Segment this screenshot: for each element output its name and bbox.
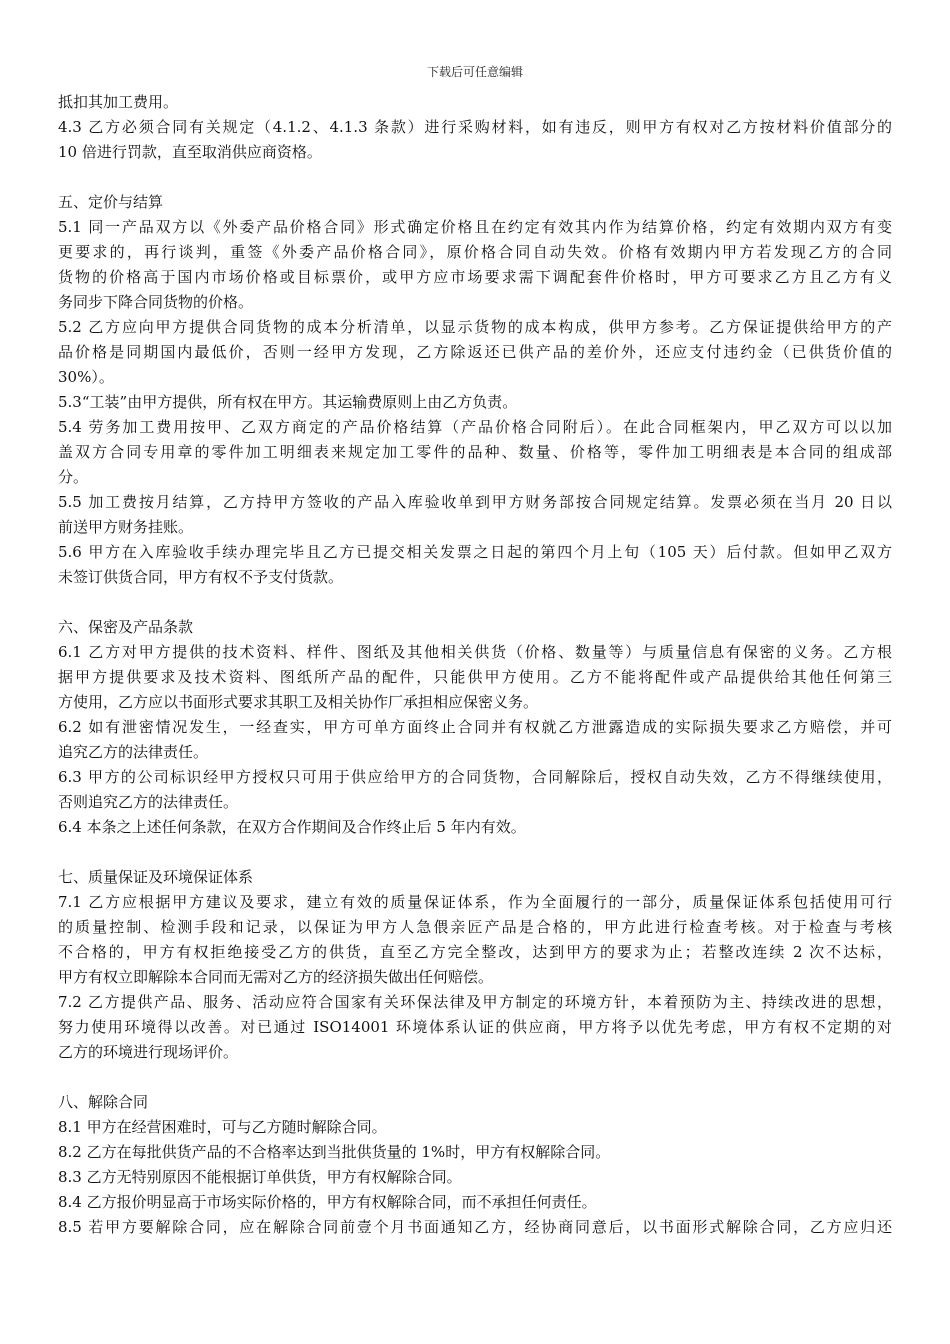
text-line: 30%）。 [58, 368, 114, 386]
text-line: 4.3 乙方必须合同有关规定（4.1.2、4.1.3 条款）进行采购材料，如有违反，则甲方有权对乙方按材料价值部分的 [58, 118, 892, 136]
text-line: 6.1 乙方对甲方提供的技术资料、样件、图纸及其他相关供货（价格、数量等）与质量信息有保密的义务。乙方根 [58, 643, 892, 661]
text-line: 更要求的，再行谈判，重签《外委产品价格合同》，原价格合同自动失效。价格有效期内甲方若发现乙方的合同 [58, 243, 892, 261]
text-line: 品价格是同期国内最低价，否则一经甲方发现，乙方除返还已供产品的差价外，还应支付违约金（已供货价值的 [58, 343, 892, 361]
text-line: 货物的价格高于国内市场价格或目标票价，或甲方应市场要求需下调配套件价格时，甲方可要求乙方且乙方有义 [58, 268, 892, 286]
text-line: 的质量控制、检测手段和记录，以保证为甲方人急偎亲匠产品是合格的，甲方此进行检查考核。对于检查与考核 [58, 918, 892, 936]
text-line: 分。 [58, 468, 89, 486]
text-line: 5.1 同一产品双方以《外委产品价格合同》形式确定价格且在约定有效其内作为结算价格，约定有效期内双方有变 [58, 218, 892, 236]
text-line: 努力使用环境得以改善。对已通过 ISO14001 环境体系认证的供应商，甲方将予以优先考虑，甲方有权不定期的对 [58, 1018, 892, 1036]
text-line: 未签订供货合同，甲方有权不予支付货款。 [58, 568, 344, 586]
page-header: 下载后可任意编辑 [426, 65, 523, 79]
text-line: 不合格的，甲方有权拒绝接受乙方的供货，直至乙方完全整改，达到甲方的要求为止；若整改连续 2 次不达标， [58, 943, 892, 961]
blank-line [58, 165, 892, 190]
blank-line [58, 590, 892, 615]
text-line: 7.2 乙方提供产品、服务、活动应符合国家有关环保法律及甲方制定的环境方针，本着预防为主、持续改进的思想， [58, 993, 892, 1011]
text-line: 甲方有权立即解除本合同而无需对乙方的经济损失做出任何赔偿。 [58, 968, 494, 986]
text-line: 方使用，乙方应以书面形式要求其职工及相关协作厂承担相应保密义务。 [58, 693, 539, 711]
text-line: 6.2 如有泄密情况发生，一经查实，甲方可单方面终止合同并有权就乙方泄露造成的实际损失要求乙方赔偿，并可 [58, 718, 892, 736]
text-line: 8.3 乙方无特别原因不能根据订单供货，甲方有权解除合同。 [58, 1168, 462, 1186]
text-line: 乙方的环境进行现场评价。 [58, 1043, 239, 1061]
text-line: 5.5 加工费按月结算，乙方持甲方签收的产品入库验收单到甲方财务部按合同规定结算。发票必须在当月 20 日以 [58, 493, 892, 511]
text-line: 五、定价与结算 [58, 193, 164, 211]
text-line: 盖双方合同专用章的零件加工明细表来规定加工零件的品种、数量、价格等，零件加工明细表是本合同的组成部 [58, 443, 892, 461]
text-line: 5.4 劳务加工费用按甲、乙双方商定的产品价格结算（产品价格合同附后）。在此合同框架内，甲乙双方可以以加 [58, 418, 892, 436]
document-body [58, 90, 892, 1240]
text-line: 六、保密及产品条款 [58, 618, 194, 636]
text-line: 前送甲方财务挂账。 [58, 518, 194, 536]
text-line: 抵扣其加工费用。 [58, 93, 179, 111]
blank-line [58, 1065, 892, 1090]
text-line: 8.1 甲方在经营困难时，可与乙方随时解除合同。 [58, 1118, 387, 1136]
text-line: 7.1 乙方应根据甲方建议及要求，建立有效的质量保证体系，作为全面履行的一部分，质量保证体系包括使用可行 [58, 893, 892, 911]
text-line: 据甲方提供要求及技术资料、图纸所产品的配件，只能供甲方使用。乙方不能将配件或产品提供给其他任何第三 [58, 668, 892, 686]
text-line: 七、质量保证及环境保证体系 [58, 868, 254, 886]
text-line: 八、解除合同 [58, 1093, 149, 1111]
text-line: 8.5 若甲方要解除合同，应在解除合同前壹个月书面通知乙方，经协商同意后，以书面形式解除合同，乙方应归还 [58, 1218, 892, 1236]
text-line: 6.4 本条之上述任何条款，在双方合作期间及合作终止后 5 年内有效。 [58, 818, 526, 836]
text-line: 否则追究乙方的法律责任。 [58, 793, 239, 811]
text-line: 8.2 乙方在每批供货产品的不合格率达到当批供货量的 1%时，甲方有权解除合同。 [58, 1143, 611, 1161]
text-line: 5.6 甲方在入库验收手续办理完毕且乙方已提交相关发票之日起的第四个月上旬（105 天）后付款。但如甲乙双方 [58, 543, 892, 561]
text-line: 5.2 乙方应向甲方提供合同货物的成本分析清单，以显示货物的成本构成，供甲方参考。乙方保证提供给甲方的产 [58, 318, 892, 336]
text-line: 8.4 乙方报价明显高于市场实际价格的，甲方有权解除合同，而不承担任何责任。 [58, 1193, 597, 1211]
text-line: 务同步下降合同货物的价格。 [58, 293, 254, 311]
blank-line [58, 840, 892, 865]
text-line: 10 倍进行罚款，直至取消供应商资格。 [58, 143, 322, 161]
text-line: 追究乙方的法律责任。 [58, 743, 209, 761]
text-line: 5.3“工装”由甲方提供，所有权在甲方。其运输费原则上由乙方负责。 [58, 393, 518, 411]
text-line: 6.3 甲方的公司标识经甲方授权只可用于供应给甲方的合同货物，合同解除后，授权自动失效，乙方不得继续使用， [58, 768, 892, 786]
